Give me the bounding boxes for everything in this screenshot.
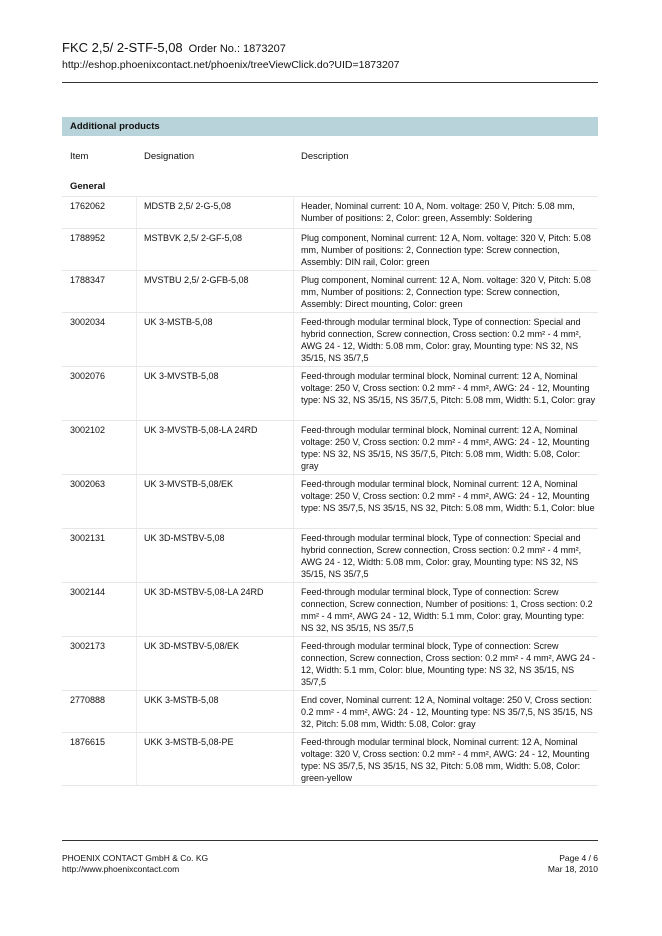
row-description: Feed-through modular terminal block, Nominal current: 12 A, Nominal voltage: 250 V, Cross section: 0.2 mm² - 4 mm², AWG: 24 - 12, Mounting type: NS 35/7,5, NS 35/15, NS 32, Pitch: 5.08 mm, Width: 5.1, Color: blue (301, 479, 595, 513)
row-designation: UKK 3-MSTB-5,08-PE (144, 737, 234, 747)
column-header-item: Item (70, 151, 89, 162)
row-item-number: 3002076 (70, 371, 106, 381)
row-designation: UK 3-MVSTB-5,08 (144, 371, 219, 381)
footer-divider (62, 840, 598, 841)
table-row (62, 582, 598, 636)
column-separator (136, 367, 137, 420)
table-row (62, 196, 598, 228)
row-description: Plug component, Nominal current: 12 A, Nom. voltage: 320 V, Pitch: 5.08 mm, Number of positions: 2, Connection type: Screw connection, Assembly: DIN rail, Color: green (301, 233, 591, 267)
table-row (62, 366, 598, 420)
column-separator (293, 367, 294, 420)
header-divider (62, 82, 598, 83)
order-number: Order No.: 1873207 (188, 43, 286, 55)
column-separator (293, 583, 294, 636)
row-item-number: 1762062 (70, 201, 106, 211)
section-title-bar: Additional products (62, 117, 598, 136)
row-item-number: 3002173 (70, 641, 106, 651)
footer-page-number: Page 4 / 6 (559, 853, 598, 863)
row-designation: UK 3D-MSTBV-5,08-LA 24RD (144, 587, 264, 597)
column-separator (136, 229, 137, 270)
column-separator (293, 637, 294, 690)
column-separator (136, 691, 137, 732)
row-description: Header, Nominal current: 10 A, Nom. voltage: 250 V, Pitch: 5.08 mm, Number of positions: 2, Color: green, Assembly: Soldering (301, 201, 575, 223)
row-item-number: 3002034 (70, 317, 106, 327)
column-separator (136, 529, 137, 582)
row-designation: UK 3-MSTB-5,08 (144, 317, 213, 327)
column-separator (293, 271, 294, 312)
row-designation: UK 3D-MSTBV-5,08/EK (144, 641, 240, 651)
column-separator (136, 475, 137, 528)
table-row (62, 732, 598, 786)
row-description: Feed-through modular terminal block, Type of connection: Screw connection, Screw connection, Cross section: 0.2 mm² - 4 mm², AWG 24 - 12, Width: 5.1 mm, Color: blue, Mounting type: NS 32, NS 35/15, NS 35/7,5 (301, 641, 596, 687)
column-separator (136, 583, 137, 636)
row-description: Feed-through modular terminal block, Nominal current: 12 A, Nominal voltage: 250 V, Cross section: 0.2 mm² - 4 mm², AWG: 24 - 12, Mounting type: NS 32, NS 35/15, NS 35/7,5, Pitch: 5.08 mm, Width: 5.08, Color: gray (301, 425, 590, 471)
row-designation: UK 3-MVSTB-5,08/EK (144, 479, 234, 489)
column-header-description: Description (301, 151, 349, 162)
row-item-number: 2770888 (70, 695, 106, 705)
row-description: Feed-through modular terminal block, Type of connection: Special and hybrid connection, Screw connection, Cross section: 0.2 mm² - 4 mm², AWG 24 - 12, Width: 5.08 mm, Color: gray, Mounting type: NS 32, NS 35/15, NS 35/7,5 (301, 317, 582, 363)
column-separator (136, 313, 137, 366)
column-separator (136, 637, 137, 690)
row-description: Feed-through modular terminal block, Type of connection: Screw connection, Screw connection, Number of positions: 1, Cross section: 0.2 mm² - 4 mm², AWG 24 - 12, Width: 5.1 mm, Color: gray, Mounting type: NS 32, NS 35/15, NS 35/7,5 (301, 587, 593, 633)
column-separator (293, 229, 294, 270)
table-row (62, 474, 598, 528)
row-item-number: 3002131 (70, 533, 106, 543)
row-item-number: 1788952 (70, 233, 106, 243)
row-description: Feed-through modular terminal block, Type of connection: Special and hybrid connection, Screw connection, Cross section: 0.2 mm² - 4 mm², AWG 24 - 12, Width: 5.08 mm, Color: gray, Mounting type: NS 32, NS 35/15, NS 35/7,5 (301, 533, 582, 579)
column-header-designation: Designation (144, 151, 195, 162)
row-description: End cover, Nominal current: 12 A, Nominal voltage: 250 V, Cross section: 0.2 mm² - 4 mm², AWG: 24 - 12, Mounting type: NS 35/7,5, NS 35/15, NS 32, Pitch: 5.08 mm, Width: 5.08, Color: gray (301, 695, 593, 729)
column-separator (293, 475, 294, 528)
footer-date: Mar 18, 2010 (547, 864, 598, 874)
column-separator (293, 313, 294, 366)
column-separator (136, 421, 137, 474)
table-row (62, 528, 598, 582)
row-item-number: 3002144 (70, 587, 106, 597)
table-row (62, 270, 598, 312)
row-designation: MSTBVK 2,5/ 2-GF-5,08 (144, 233, 243, 243)
column-separator (293, 733, 294, 785)
footer-company: PHOENIX CONTACT GmbH & Co. KG (62, 853, 209, 863)
table-row (62, 228, 598, 270)
group-title: General (70, 181, 106, 192)
row-designation: UK 3-MVSTB-5,08-LA 24RD (144, 425, 258, 435)
column-separator (293, 691, 294, 732)
row-item-number: 3002102 (70, 425, 106, 435)
product-title: FKC 2,5/ 2-STF-5,08 (62, 40, 183, 55)
products-table (62, 196, 598, 786)
footer-website[interactable]: http://www.phoenixcontact.com (62, 864, 180, 874)
row-description: Plug component, Nominal current: 12 A, Nom. voltage: 320 V, Pitch: 5.08 mm, Number of positions: 2, Connection type: Screw connection, Assembly: Direct mounting, Color: green (301, 275, 591, 309)
column-separator (136, 733, 137, 785)
row-designation: MDSTB 2,5/ 2-G-5,08 (144, 201, 232, 211)
row-item-number: 3002063 (70, 479, 106, 489)
table-row (62, 312, 598, 366)
table-row (62, 420, 598, 474)
row-item-number: 1788347 (70, 275, 106, 285)
row-item-number: 1876615 (70, 737, 106, 747)
column-separator (293, 197, 294, 228)
column-separator (136, 197, 137, 228)
row-designation: UK 3D-MSTBV-5,08 (144, 533, 225, 543)
column-separator (293, 421, 294, 474)
table-row (62, 636, 598, 690)
row-designation: UKK 3-MSTB-5,08 (144, 695, 219, 705)
column-separator (136, 271, 137, 312)
row-designation: MVSTBU 2,5/ 2-GFB-5,08 (144, 275, 249, 285)
row-description: Feed-through modular terminal block, Nominal current: 12 A, Nominal voltage: 320 V, Cross section: 0.2 mm² - 4 mm², AWG: 24 - 12, Mounting type: NS 35/7,5, NS 35/15, NS 32, Pitch: 5.08 mm, Width: 5.08, Color: green-yellow (301, 737, 590, 783)
page-header (62, 40, 598, 71)
table-row (62, 690, 598, 732)
column-separator (293, 529, 294, 582)
product-url[interactable]: http://eshop.phoenixcontact.net/phoenix/treeViewClick.do?UID=1873207 (62, 59, 400, 71)
row-description: Feed-through modular terminal block, Nominal current: 12 A, Nominal voltage: 250 V, Cross section: 0.2 mm² - 4 mm², AWG: 24 - 12, Mounting type: NS 32, NS 35/15, NS 35/7,5, Pitch: 5.08 mm, Width: 5.1, Color: gray (301, 371, 596, 405)
